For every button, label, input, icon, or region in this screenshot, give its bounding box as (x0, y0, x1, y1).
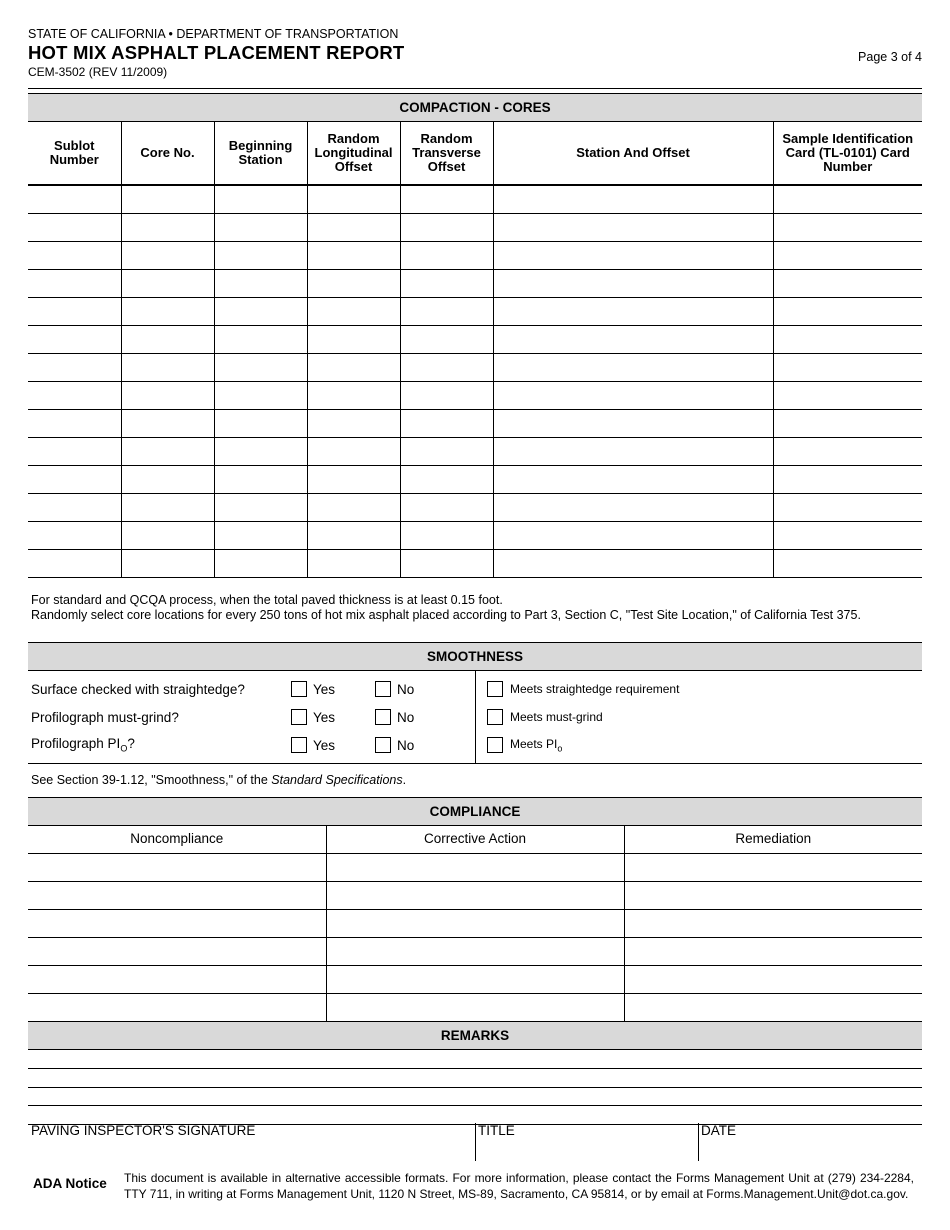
cores-row (28, 381, 922, 409)
column-header: Sublot Number (28, 121, 121, 185)
form-title: HOT MIX ASPHALT PLACEMENT REPORT (28, 42, 405, 63)
no-label: No (397, 737, 415, 753)
smoothness-row-straightedge (28, 679, 922, 699)
compliance-cell[interactable] (326, 993, 624, 1021)
column-header: Core No. (121, 121, 214, 185)
cores-row (28, 269, 922, 297)
cores-cell[interactable] (773, 325, 922, 353)
cores-cell[interactable] (493, 185, 773, 213)
yes-checkbox[interactable] (291, 681, 307, 697)
cores-note-thickness: For standard and QCQA process, when the total paved thickness is at least 0.15 foot. (31, 593, 503, 607)
cores-cell[interactable] (493, 549, 773, 577)
cores-cell[interactable] (121, 521, 214, 549)
cores-cell[interactable] (307, 493, 400, 521)
cores-cell[interactable] (773, 185, 922, 213)
meets-pi-label: Meets $PI_o$ (510, 736, 563, 754)
compliance-cell[interactable] (28, 881, 326, 909)
header-rule (28, 88, 922, 89)
cores-cell[interactable] (400, 241, 493, 269)
cores-cell[interactable] (307, 521, 400, 549)
cores-cell[interactable] (493, 325, 773, 353)
cores-cell[interactable] (214, 297, 307, 325)
compliance-heading: COMPLIANCE (28, 797, 922, 826)
cores-cell[interactable] (400, 381, 493, 409)
cores-cell[interactable] (121, 353, 214, 381)
cores-cell[interactable] (214, 437, 307, 465)
no-label: No (397, 709, 415, 725)
cores-cell[interactable] (28, 185, 121, 213)
remarks-line[interactable] (28, 1087, 922, 1088)
date-field[interactable]: DATE (701, 1123, 737, 1138)
cores-cell[interactable] (307, 241, 400, 269)
smoothness-row-must-grind (28, 707, 922, 727)
cores-cell[interactable] (307, 437, 400, 465)
meets-must-grind-label: Meets must-grind (510, 710, 603, 724)
cores-row (28, 213, 922, 241)
compliance-cell[interactable] (28, 853, 326, 881)
cores-cell[interactable] (214, 465, 307, 493)
no-checkbox[interactable] (375, 709, 391, 725)
compliance-cell[interactable] (624, 853, 922, 881)
compliance-cell[interactable] (624, 965, 922, 993)
cores-cell[interactable] (307, 353, 400, 381)
cores-cell[interactable] (28, 465, 121, 493)
page-indicator: Page 3 of 4 (858, 50, 922, 64)
compliance-cell[interactable] (28, 965, 326, 993)
cores-cell[interactable] (28, 437, 121, 465)
cores-cell[interactable] (400, 269, 493, 297)
cores-row (28, 409, 922, 437)
cores-row (28, 549, 922, 577)
cores-cell[interactable] (307, 549, 400, 577)
column-header: Noncompliance (28, 825, 326, 853)
cores-row (28, 325, 922, 353)
cores-cell[interactable] (121, 381, 214, 409)
cores-cell[interactable] (28, 521, 121, 549)
compliance-cell[interactable] (624, 937, 922, 965)
cores-cell[interactable] (493, 297, 773, 325)
cores-header-row (28, 121, 922, 185)
cores-cell[interactable] (773, 549, 922, 577)
cores-cell[interactable] (493, 213, 773, 241)
yes-checkbox[interactable] (291, 737, 307, 753)
meets-straightedge-checkbox[interactable] (487, 681, 503, 697)
column-header: Sample Identification Card (TL-0101) Card Number (773, 121, 922, 185)
cores-cell[interactable] (121, 409, 214, 437)
cores-cell[interactable] (493, 353, 773, 381)
yes-checkbox[interactable] (291, 709, 307, 725)
compliance-row (28, 853, 922, 881)
cores-cell[interactable] (214, 493, 307, 521)
cores-note-locations: Randomly select core locations for every 250 tons of hot mix asphalt placed according to Part 3, Section C, "Test Site Location," of California Test 375. (31, 608, 861, 622)
cores-cell[interactable] (121, 241, 214, 269)
cores-cell[interactable] (400, 325, 493, 353)
compaction-cores-heading: COMPACTION - CORES (28, 93, 922, 122)
question-label: Profilograph $PI_O$? (31, 736, 135, 754)
compliance-cell[interactable] (28, 909, 326, 937)
cores-row (28, 521, 922, 549)
yes-label: Yes (313, 737, 336, 753)
compliance-cell[interactable] (326, 853, 624, 881)
cores-cell[interactable] (214, 185, 307, 213)
cores-cell[interactable] (400, 353, 493, 381)
cores-cell[interactable] (121, 185, 214, 213)
cores-cell[interactable] (214, 241, 307, 269)
column-header: Remediation (624, 825, 922, 853)
cores-row (28, 297, 922, 325)
cores-cell[interactable] (214, 353, 307, 381)
yes-label: Yes (313, 709, 336, 725)
compliance-cell[interactable] (28, 937, 326, 965)
cores-cell[interactable] (307, 381, 400, 409)
question-label: Profilograph must-grind? (31, 709, 179, 725)
cores-cell[interactable] (307, 185, 400, 213)
cores-cell[interactable] (307, 269, 400, 297)
question-label: Surface checked with straightedge? (31, 681, 245, 697)
cores-row (28, 493, 922, 521)
smoothness-row-pi (28, 735, 922, 755)
cores-cell[interactable] (773, 213, 922, 241)
cores-cell[interactable] (121, 493, 214, 521)
compliance-row (28, 881, 922, 909)
title-field[interactable]: TITLE (478, 1123, 515, 1138)
meets-straightedge-label: Meets straightedge requirement (510, 682, 680, 696)
cores-cell[interactable] (28, 353, 121, 381)
cores-cell[interactable] (400, 549, 493, 577)
cores-cell[interactable] (28, 269, 121, 297)
cores-cell[interactable] (773, 465, 922, 493)
cores-cell[interactable] (307, 325, 400, 353)
cores-row (28, 353, 922, 381)
compliance-cell[interactable] (624, 993, 922, 1021)
column-header: Beginning Station (214, 121, 307, 185)
compliance-row (28, 993, 922, 1021)
cores-cell[interactable] (121, 269, 214, 297)
compliance-cell[interactable] (326, 881, 624, 909)
cores-cell[interactable] (493, 409, 773, 437)
compliance-cell[interactable] (326, 909, 624, 937)
cores-cell[interactable] (214, 381, 307, 409)
cores-cell[interactable] (773, 297, 922, 325)
cores-cell[interactable] (307, 213, 400, 241)
cores-cell[interactable] (28, 297, 121, 325)
cores-cell[interactable] (773, 269, 922, 297)
cores-cell[interactable] (28, 549, 121, 577)
cores-cell[interactable] (400, 185, 493, 213)
cores-cell[interactable] (400, 465, 493, 493)
column-header: Random Transverse Offset (400, 121, 493, 185)
cores-cell[interactable] (307, 465, 400, 493)
cores-row (28, 185, 922, 213)
cores-cell[interactable] (121, 297, 214, 325)
cores-cell[interactable] (493, 437, 773, 465)
cores-row (28, 241, 922, 269)
compaction-cores-table (28, 121, 922, 578)
cores-cell[interactable] (493, 381, 773, 409)
cores-cell[interactable] (773, 381, 922, 409)
cores-cell[interactable] (214, 213, 307, 241)
agency-line: STATE OF CALIFORNIA • DEPARTMENT OF TRANSPORTATION (28, 27, 399, 41)
compliance-row (28, 937, 922, 965)
cores-cell[interactable] (400, 409, 493, 437)
remarks-heading: REMARKS (28, 1021, 922, 1050)
smoothness-heading: SMOOTHNESS (28, 642, 922, 671)
compliance-cell[interactable] (624, 909, 922, 937)
cores-cell[interactable] (400, 493, 493, 521)
cores-row (28, 465, 922, 493)
ada-notice-heading: ADA Notice (33, 1176, 107, 1191)
cores-cell[interactable] (214, 409, 307, 437)
cores-cell[interactable] (214, 521, 307, 549)
no-checkbox[interactable] (375, 681, 391, 697)
cores-cell[interactable] (28, 381, 121, 409)
cores-cell[interactable] (28, 241, 121, 269)
ada-notice-text: This document is available in alternative accessible formats. For more information, please contact the Forms Management Unit at (279) 234-2284, TTY 711, in writing at Forms Management Unit, 1120 N Street, MS-89, Sacramento, CA 95814, or by email at Forms.Management.Unit@dot.ca.gov. (124, 1171, 914, 1201)
compliance-table (28, 825, 922, 1021)
compliance-cell[interactable] (624, 881, 922, 909)
column-header: Random Longitudinal Offset (307, 121, 400, 185)
compliance-cell[interactable] (326, 937, 624, 965)
cores-cell[interactable] (773, 437, 922, 465)
cores-cell[interactable] (400, 521, 493, 549)
cores-cell[interactable] (28, 409, 121, 437)
cores-cell[interactable] (773, 241, 922, 269)
compliance-cell[interactable] (326, 965, 624, 993)
no-checkbox[interactable] (375, 737, 391, 753)
cores-cell[interactable] (214, 549, 307, 577)
compliance-cell[interactable] (28, 993, 326, 1021)
signature-divider (698, 1123, 699, 1161)
cores-cell[interactable] (493, 521, 773, 549)
compliance-header-row (28, 825, 922, 853)
cores-cell[interactable] (773, 493, 922, 521)
cores-cell[interactable] (400, 437, 493, 465)
compliance-row (28, 909, 922, 937)
cores-cell[interactable] (493, 269, 773, 297)
cores-cell[interactable] (493, 465, 773, 493)
remarks-line[interactable] (28, 1105, 922, 1106)
cores-cell[interactable] (121, 465, 214, 493)
cores-cell[interactable] (773, 409, 922, 437)
column-header: Station And Offset (493, 121, 773, 185)
cores-cell[interactable] (28, 493, 121, 521)
cores-cell[interactable] (493, 493, 773, 521)
smoothness-section (28, 670, 922, 764)
compliance-row (28, 965, 922, 993)
no-label: No (397, 681, 415, 697)
column-header: Corrective Action (326, 825, 624, 853)
cores-cell[interactable] (400, 297, 493, 325)
cores-cell[interactable] (307, 297, 400, 325)
cores-cell[interactable] (214, 325, 307, 353)
smoothness-note: See Section 39-1.12, "Smoothness," of the Standard Specifications. (31, 773, 407, 787)
cores-cell[interactable] (773, 353, 922, 381)
cores-cell[interactable] (28, 325, 121, 353)
cores-cell[interactable] (400, 213, 493, 241)
inspector-signature-field[interactable]: PAVING INSPECTOR'S SIGNATURE (31, 1123, 256, 1138)
cores-cell[interactable] (121, 325, 214, 353)
cores-cell[interactable] (121, 437, 214, 465)
meets-must-grind-checkbox[interactable] (487, 709, 503, 725)
remarks-line[interactable] (28, 1068, 922, 1069)
cores-row (28, 437, 922, 465)
cores-cell[interactable] (28, 213, 121, 241)
cores-cell[interactable] (121, 549, 214, 577)
cores-cell[interactable] (214, 269, 307, 297)
cores-cell[interactable] (121, 213, 214, 241)
form-number: CEM-3502 (REV 11/2009) (28, 65, 168, 79)
signature-divider (475, 1123, 476, 1161)
cores-cell[interactable] (307, 409, 400, 437)
yes-label: Yes (313, 681, 336, 697)
meets-pi-checkbox[interactable] (487, 737, 503, 753)
cores-cell[interactable] (493, 241, 773, 269)
cores-cell[interactable] (773, 521, 922, 549)
